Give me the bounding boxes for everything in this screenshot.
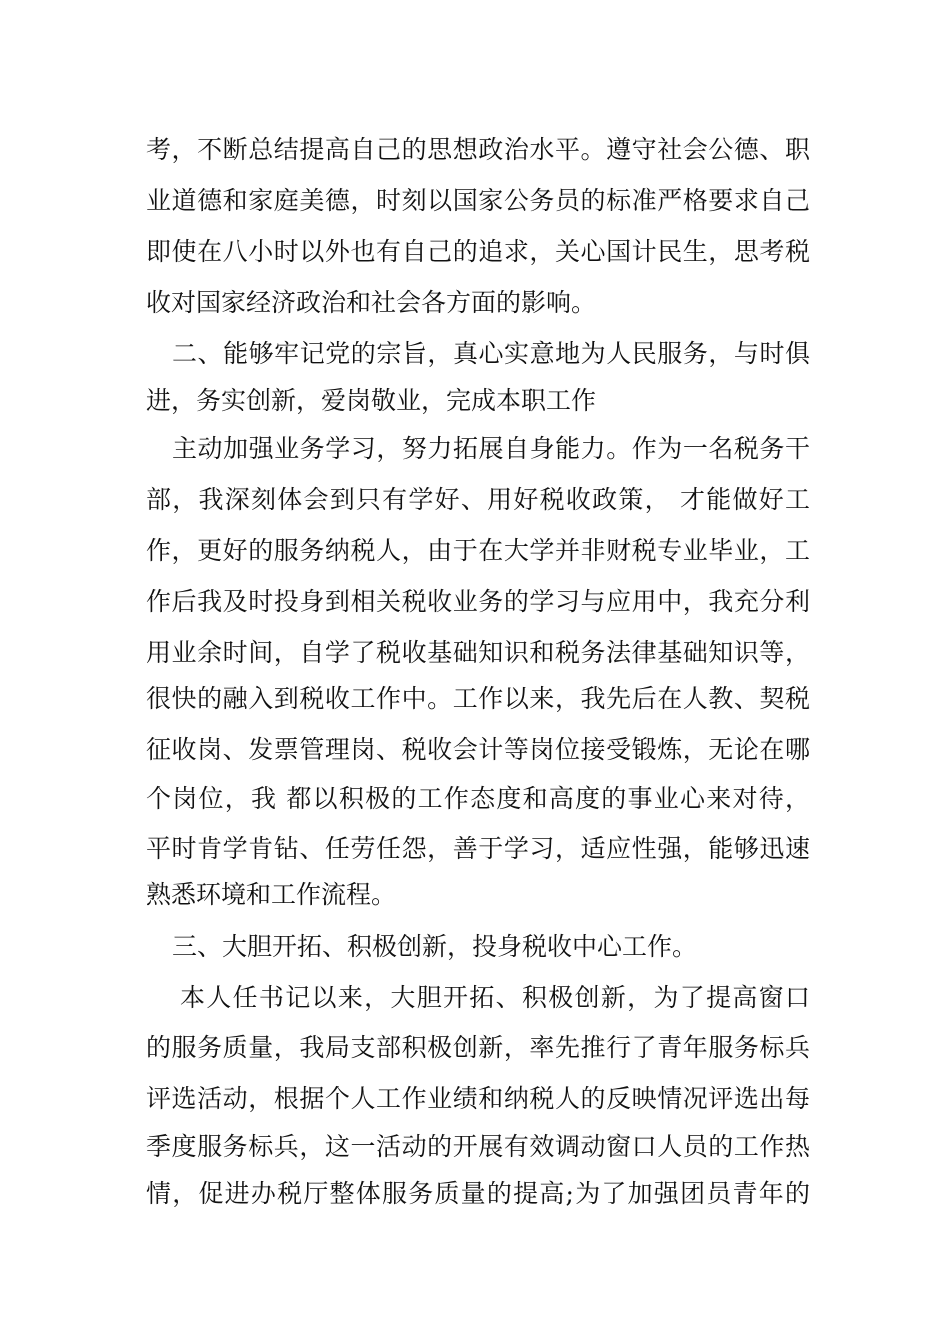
text-line: 季度服务标兵，这一活动的开展有效调动窗口人员的工作热 bbox=[146, 1132, 810, 1161]
section-heading-continuation: 进，务实创新，爱岗敬业，完成本职工作 bbox=[146, 386, 597, 415]
text-line: 用业余时间，自学了税收基础知识和税务法律基础知识等， bbox=[146, 638, 810, 667]
text-line: 征收岗、发票管理岗、税收会计等岗位接受锻炼，无论在哪 bbox=[146, 735, 810, 764]
text-line: 很快的融入到税收工作中。工作以来，我先后在人教、契税 bbox=[146, 684, 810, 713]
text-line: 本人任书记以来，大胆开拓、积极创新，为了提高窗口 bbox=[180, 983, 810, 1012]
text-line: 考，不断总结提高自己的思想政治水平。遵守社会公德、职 bbox=[146, 135, 810, 164]
text-line: 熟悉环境和工作流程。 bbox=[146, 880, 397, 909]
text-line: 主动加强业务学习，努力拓展自身能力。作为一名税务干 bbox=[172, 434, 810, 463]
section-heading: 二、能够牢记党的宗旨，真心实意地为人民服务，与时俱 bbox=[172, 339, 810, 368]
text-line: 平时肯学肯钻、任劳任怨，善于学习，适应性强，能够迅速 bbox=[146, 834, 810, 863]
text-line: 业道德和家庭美德，时刻以国家公务员的标准严格要求自己 bbox=[146, 186, 810, 215]
text-line: 即使在八小时以外也有自己的追求，关心国计民生，思考税 bbox=[146, 237, 810, 266]
text-line: 作，更好的服务纳税人，由于在大学并非财税专业毕业，工 bbox=[146, 536, 810, 565]
text-line: 个岗位，我 都以积极的工作态度和高度的事业心来对待， bbox=[146, 784, 810, 813]
text-line: 评选活动，根据个人工作业绩和纳税人的反映情况评选出每 bbox=[146, 1084, 810, 1113]
text-line: 部，我深刻体会到只有学好、用好税收政策， 才能做好工 bbox=[146, 485, 810, 514]
text-line: 的服务质量，我局支部积极创新，率先推行了青年服务标兵 bbox=[146, 1033, 810, 1062]
text-line: 收对国家经济政治和社会各方面的影响。 bbox=[146, 288, 597, 317]
text-line: 作后我及时投身到相关税收业务的学习与应用中，我充分利 bbox=[146, 587, 810, 616]
section-heading: 三、大胆开拓、积极创新，投身税收中心工作。 bbox=[172, 932, 698, 961]
text-line: 情，促进办税厅整体服务质量的提高;为了加强团员青年的 bbox=[146, 1179, 810, 1208]
